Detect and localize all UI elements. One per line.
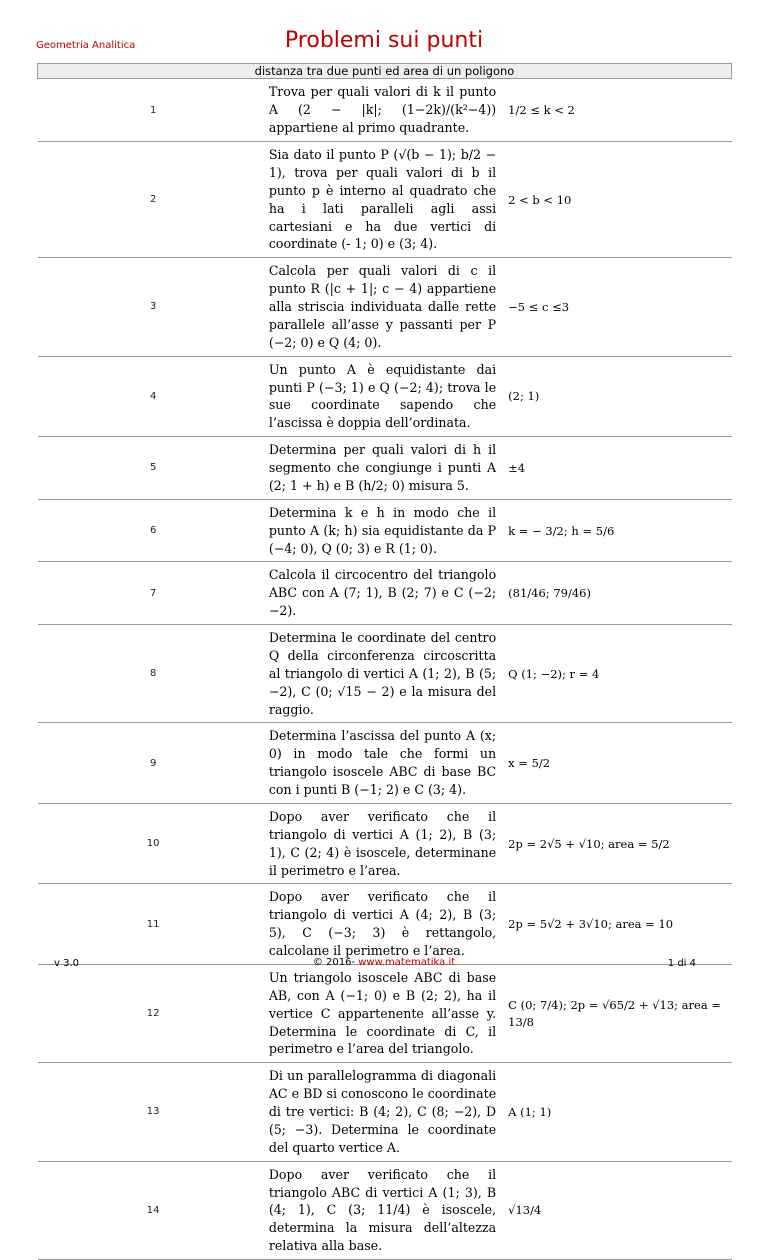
problem-answer: 2p = 2√5 + √10; area = 5/2 <box>500 803 731 884</box>
problem-number: 7 <box>38 562 269 625</box>
problem-number: 10 <box>38 803 269 884</box>
problem-answer: 2 < b < 10 <box>500 142 731 258</box>
problem-answer: x = 5/2 <box>500 723 731 804</box>
problem-number: 13 <box>38 1063 269 1161</box>
problem-text: Determina le coordinate del centro Q della circonferenza circoscritta al triangolo di vertici A (1; 2), B (5; −2), C (0; √15 − 2) e la misura del raggio. <box>269 625 500 723</box>
table-row <box>38 964 732 1062</box>
problem-answer: 2p = 5√2 + 3√10; area = 10 <box>500 884 731 965</box>
topic-label: Geometria Analitica <box>36 40 136 51</box>
table-row <box>38 1063 732 1161</box>
page-number: 1 di 4 <box>667 958 696 969</box>
problem-number: 14 <box>38 1161 269 1259</box>
table-row <box>38 437 732 500</box>
problem-text: Dopo aver verificato che il triangolo di vertici A (1; 2), B (3; 1), C (2; 4) è isoscele, determinane il perimetro e l’area. <box>269 803 500 884</box>
problem-answer: (2; 1) <box>500 356 731 437</box>
problem-answer: A (1; 1) <box>500 1063 731 1161</box>
problem-answer: Q (1; −2); r = 4 <box>500 625 731 723</box>
problem-number: 2 <box>38 142 269 258</box>
problem-text: Calcola il circocentro del triangolo ABC con A (7; 1), B (2; 7) e C (−2; −2). <box>269 562 500 625</box>
problem-text: Un triangolo isoscele ABC di base AB, con A (−1; 0) e B (2; 2), ha il vertice C appartenente all’asse y. Determina le coordinate di C, il perimetro e l’area del triangolo. <box>269 964 500 1062</box>
table-row <box>38 562 732 625</box>
problem-number: 6 <box>38 499 269 562</box>
problem-text: Dopo aver verificato che il triangolo di vertici A (4; 2), B (3; 5), C (−3; 3) è rettangolo, calcolane il perimetro e l’area. <box>269 884 500 965</box>
problem-number: 11 <box>38 884 269 965</box>
table-row <box>38 356 732 437</box>
table-row <box>38 258 732 356</box>
problem-text: Trova per quali valori di k il punto A (2 − |k|; (1−2k)/(k²−4)) appartiene al primo quadrante. <box>269 79 500 142</box>
problem-text: Sia dato il punto P (√(b − 1); b/2 − 1), trova per quali valori di b il punto p è interno al quadrato che ha i lati paralleli agli assi cartesiani e ha due vertici di coordinate (- 1; 0) e (3; 4). <box>269 142 500 258</box>
problem-text: Determina l’ascissa del punto A (x; 0) in modo tale che formi un triangolo isoscele ABC di base BC con i punti B (−1; 2) e C (3; 4). <box>269 723 500 804</box>
problem-number: 1 <box>38 79 269 142</box>
table-row <box>38 79 732 142</box>
table-row <box>38 142 732 258</box>
problem-text: Determina k e h in modo che il punto A (k; h) sia equidistante da P (−4; 0), Q (0; 3) e R (1; 0). <box>269 499 500 562</box>
problem-answer: √13/4 <box>500 1161 731 1259</box>
problem-answer: C (0; 7/4); 2p = √65/2 + √13; area = 13/8 <box>500 964 731 1062</box>
copyright-footer <box>0 957 768 968</box>
problems-table <box>37 63 732 1260</box>
problem-text: Un punto A è equidistante dai punti P (−3; 1) e Q (−2; 4); trova le sue coordinate sapendo che l’ascissa è doppia dell’ordinata. <box>269 356 500 437</box>
table-row <box>38 723 732 804</box>
problem-number: 3 <box>38 258 269 356</box>
section-row <box>38 64 732 79</box>
problem-number: 4 <box>38 356 269 437</box>
problem-answer: (81/46; 79/46) <box>500 562 731 625</box>
table-row <box>38 884 732 965</box>
problem-answer: −5 ≤ c ≤3 <box>500 258 731 356</box>
page-title: Problemi sui punti <box>284 28 484 53</box>
copyright-text: © 2016- <box>312 957 356 968</box>
table-row <box>38 803 732 884</box>
problem-answer: k = − 3/2; h = 5/6 <box>500 499 731 562</box>
problem-answer: ±4 <box>500 437 731 500</box>
version-label: v 3.0 <box>54 958 79 969</box>
problem-number: 9 <box>38 723 269 804</box>
problem-number: 5 <box>38 437 269 500</box>
section-header: distanza tra due punti ed area di un poligono <box>38 64 732 79</box>
problem-text: Dopo aver verificato che il triangolo ABC di vertici A (1; 3), B (4; 1), C (3; 11/4) è isoscele, determina la misura dell’altezza relativa alla base. <box>269 1161 500 1259</box>
problem-text: Determina per quali valori di h il segmento che congiunge i punti A (2; 1 + h) e B (h/2; 0) misura 5. <box>269 437 500 500</box>
problem-number: 8 <box>38 625 269 723</box>
problem-text: Di un parallelogramma di diagonali AC e BD si conoscono le coordinate di tre vertici: B (4; 2), C (8; −2), D (5; −3). Determina le coordinate del quarto vertice A. <box>269 1063 500 1161</box>
table-row <box>38 625 732 723</box>
problem-text: Calcola per quali valori di c il punto R (|c + 1|; c − 4) appartiene alla striscia individuata dalle rette parallele all’asse y passanti per P (−2; 0) e Q (4; 0). <box>269 258 500 356</box>
table-row <box>38 499 732 562</box>
problem-answer: 1/2 ≤ k < 2 <box>500 79 731 142</box>
site-link[interactable]: www.matematika.it <box>358 957 456 968</box>
problem-number: 12 <box>38 964 269 1062</box>
table-row <box>38 1161 732 1259</box>
